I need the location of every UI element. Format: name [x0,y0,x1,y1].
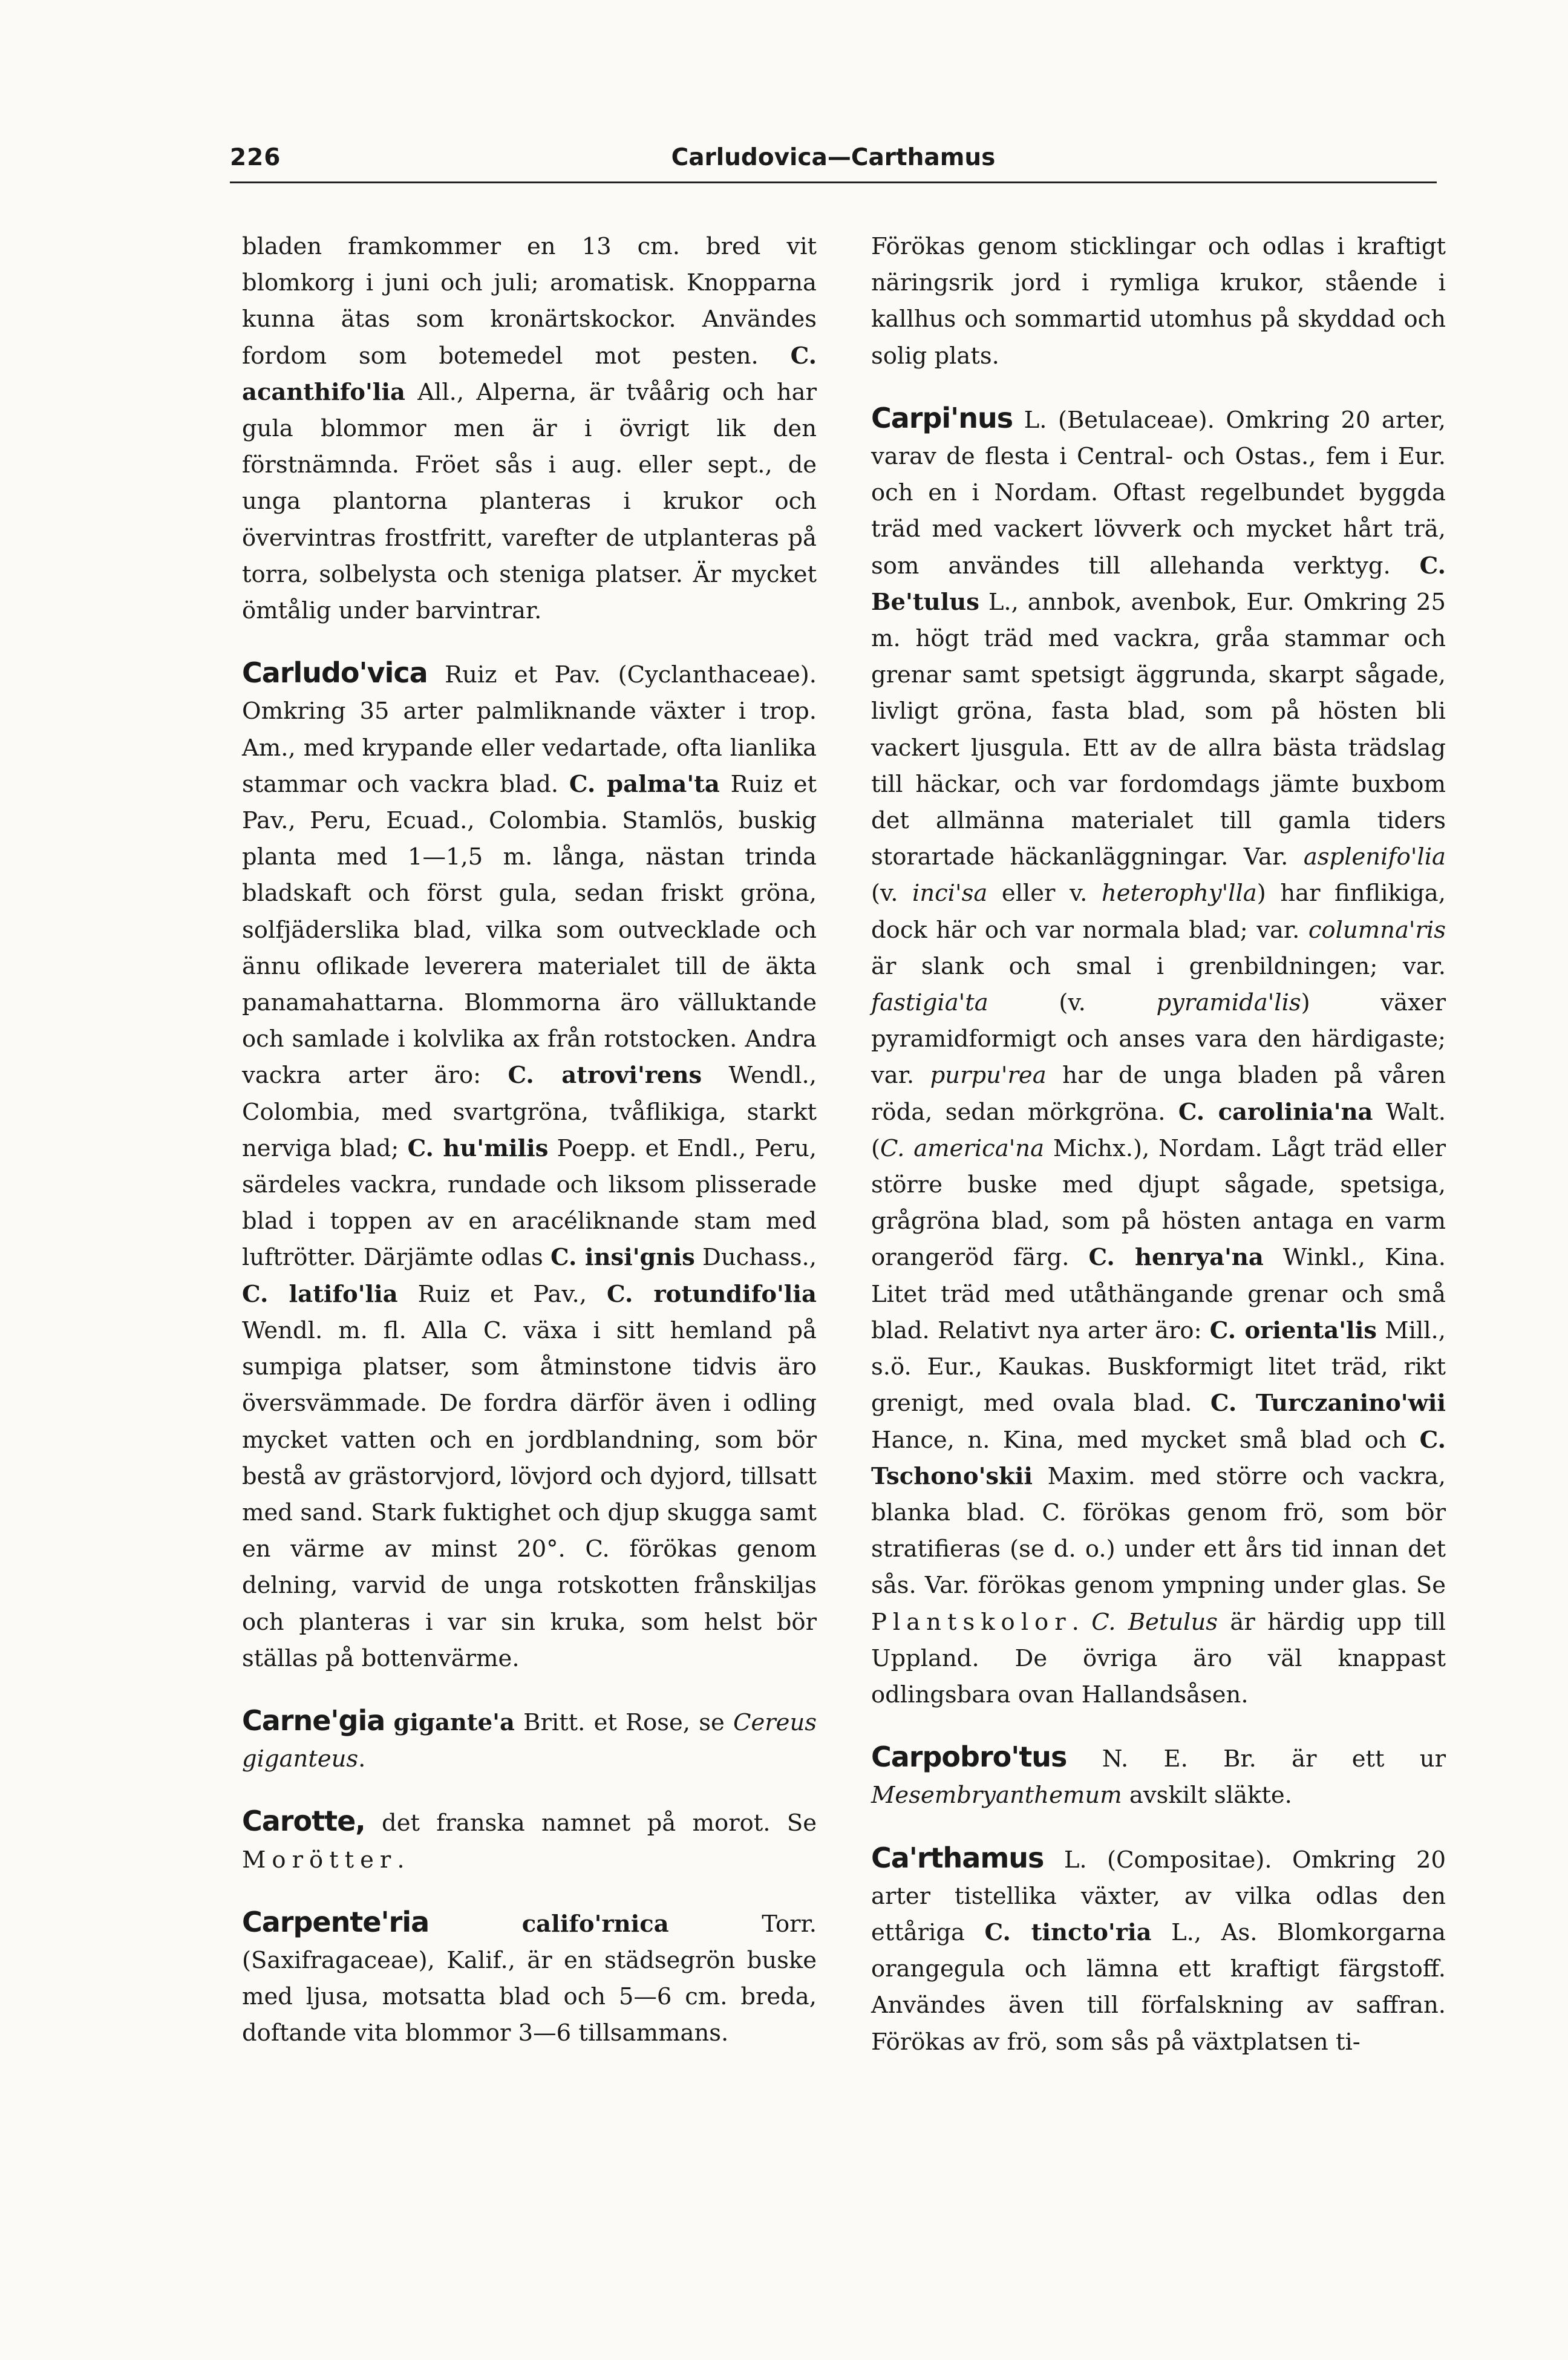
entry-continuation: bladen framkommer en 13 cm. bred vit blomkorg i juni och juli; aromatisk. Knopparna kunna ätas som kronärtskockor. Användes fordom som botemedel mot pesten. C. acanthifo'lia All., Alperna, är tvåårig och har gula blommor men är i övrigt lik den förstnämnda. Fröet sås i aug. eller sept., de unga plantorna planteras i krukor och övervintras frostfritt, varefter de utplanteras på torra, solbelysta och steniga platser. Är mycket ömtålig under barvintrar. [242,233,817,625]
entry-carpenteria: Carpente'ria califo'rnica Torr. (Saxifragaceae), Kalif., är en städsegrön buske med ljusa, motsatta blad och 5—6 cm. breda, doftande vita blommor 3—6 tillsammans. [242,1905,817,2047]
right-column [871,229,1446,2061]
headword: Ca'rthamus [871,1841,1044,1874]
page-header [230,139,1437,183]
page-number: 226 [230,144,281,171]
headword: Carpi'nus [871,401,1013,434]
headword: Carne'gia [242,1704,385,1737]
entry-continuation: Förökas genom sticklingar och odlas i kraftigt näringsrik jord i rymliga krukor, stående i kallhus och sommartid utomhus på skyddad och solig plats. [871,233,1446,370]
entry-carnegia: Carne'gia gigante'a Britt. et Rose, se Cereus giganteus. [242,1704,817,1773]
entry-carludovica: Carludo'vica Ruiz et Pav. (Cyclanthaceae). Omkring 35 arter palmliknande växter i trop. Am., med krypande eller vedartade, ofta lianlika stammar och vackra blad. C. palma'ta Ruiz et Pav., Peru, Ecuad., Colombia. Stamlös, buskig planta med 1—1,5 m. långa, nästan trinda bladskaft och först gula, sedan friskt gröna, solfjäderslika blad, vilka som outvecklade och ännu oflikade leverera materialet till de äkta panamahattarna. Blommorna äro välluktande och samlade i kolvlika ax från rotstocken. Andra vackra arter äro: C. atrovi'rens Wendl., Colombia, med svartgröna, tvåflikiga, starkt nerviga blad; C. hu'milis Poepp. et Endl., Peru, särdeles vackra, rundade och liksom plisserade blad i toppen av en aracéliknande stam med luftrötter. Därjämte odlas C. insi'gnis Duchass., C. latifo'lia Ruiz et Pav., C. rotundifo'lia Wendl. m. fl. Alla C. växa i sitt hemland på sumpiga platser, som åtminstone tidvis äro översvämmade. De fordra därför även i odling mycket vatten och en jordblandning, som bör bestå av grästorvjord, lövjord och dyjord, tillsatt med sand. Stark fuktighet och djup skugga samt en värme av minst 20°. C. förökas genom delning, varvid de unga rotskotten frånskiljas och planteras i var sin kruka, som helst bör ställas på bottenvärme. [242,656,817,1672]
entry-carthamus: Ca'rthamus L. (Compositae). Omkring 20 arter tistellika växter, av vilka odlas den ettåriga C. tincto'ria L., As. Blomkorgarna orangegula och lämna ett kraftigt färgstoff. Användes även till förfalskning av saffran. Förökas av frö, som sås på växtplatsen ti- [871,1841,1446,2056]
headword: Carludo'vica [242,656,428,690]
entry-carpinus: Carpi'nus L. (Betulaceae). Omkring 20 arter, varav de flesta i Central- och Ostas., fem i Eur. och en i Nordam. Oftast regelbundet byggda träd med vackert lövverk och mycket hårt trä, som användes till allehanda verktyg. C. Be'tulus L., annbok, avenbok, Eur. Omkring 25 m. högt träd med vackra, gråa stammar och grenar samt spetsigt äggrunda, skarpt sågade, livligt gröna, fasta blad, som på hösten bli vackert ljusgula. Ett av de allra bästa trädslag till häckar, och var fordomdags jämte buxbom det allmänna materialet till gamla tiders storartade häckanläggningar. Var. asplenifo'lia (v. inci'sa eller v. heterophy'lla) har finflikiga, dock här och var normala blad; var. columna'ris är slank och smal i grenbildningen; var. fastigia'ta (v. pyramida'lis) växer pyramidformigt och anses vara den härdigaste; var. purpu'rea har de unga bladen på våren röda, sedan mörkgröna. C. carolinia'na Walt. (C. america'na Michx.), Nordam. Lågt träd eller större buske med djupt sågade, spetsiga, grågröna blad, som på hösten antaga en varm orangeröd färg. C. henrya'na Winkl., Kina. Litet träd med utåthängande grenar och små blad. Relativt nya arter äro: C. orienta'lis Mill., s.ö. Eur., Kaukas. Buskformigt litet träd, rikt grenigt, med ovala blad. C. Turczanino'wii Hance, n. Kina, med mycket små blad och C. Tschono'skii Maxim. med större och vackra, blanka blad. C. förökas genom frö, som bör stratifieras (se d. o.) under ett års tid innan det sås. Var. förökas genom ympning under glas. Se Plantskolor. C. Betulus är härdig upp till Uppland. De övriga äro väl knappast odlingsbara ovan Hallandsåsen. [871,401,1446,1708]
headword: Carotte, [242,1805,365,1838]
headword: Carpente'ria [242,1905,430,1938]
left-column [242,229,817,2052]
running-head: Carludovica—Carthamus [671,144,996,171]
entry-carotte: Carotte, det franska namnet på morot. Se Morötter. [242,1805,817,1874]
entry-carpobrotus: Carpobro'tus N. E. Br. är ett ur Mesembryanthemum avskilt släkte. [871,1741,1446,1809]
headword: Carpobro'tus [871,1741,1067,1774]
